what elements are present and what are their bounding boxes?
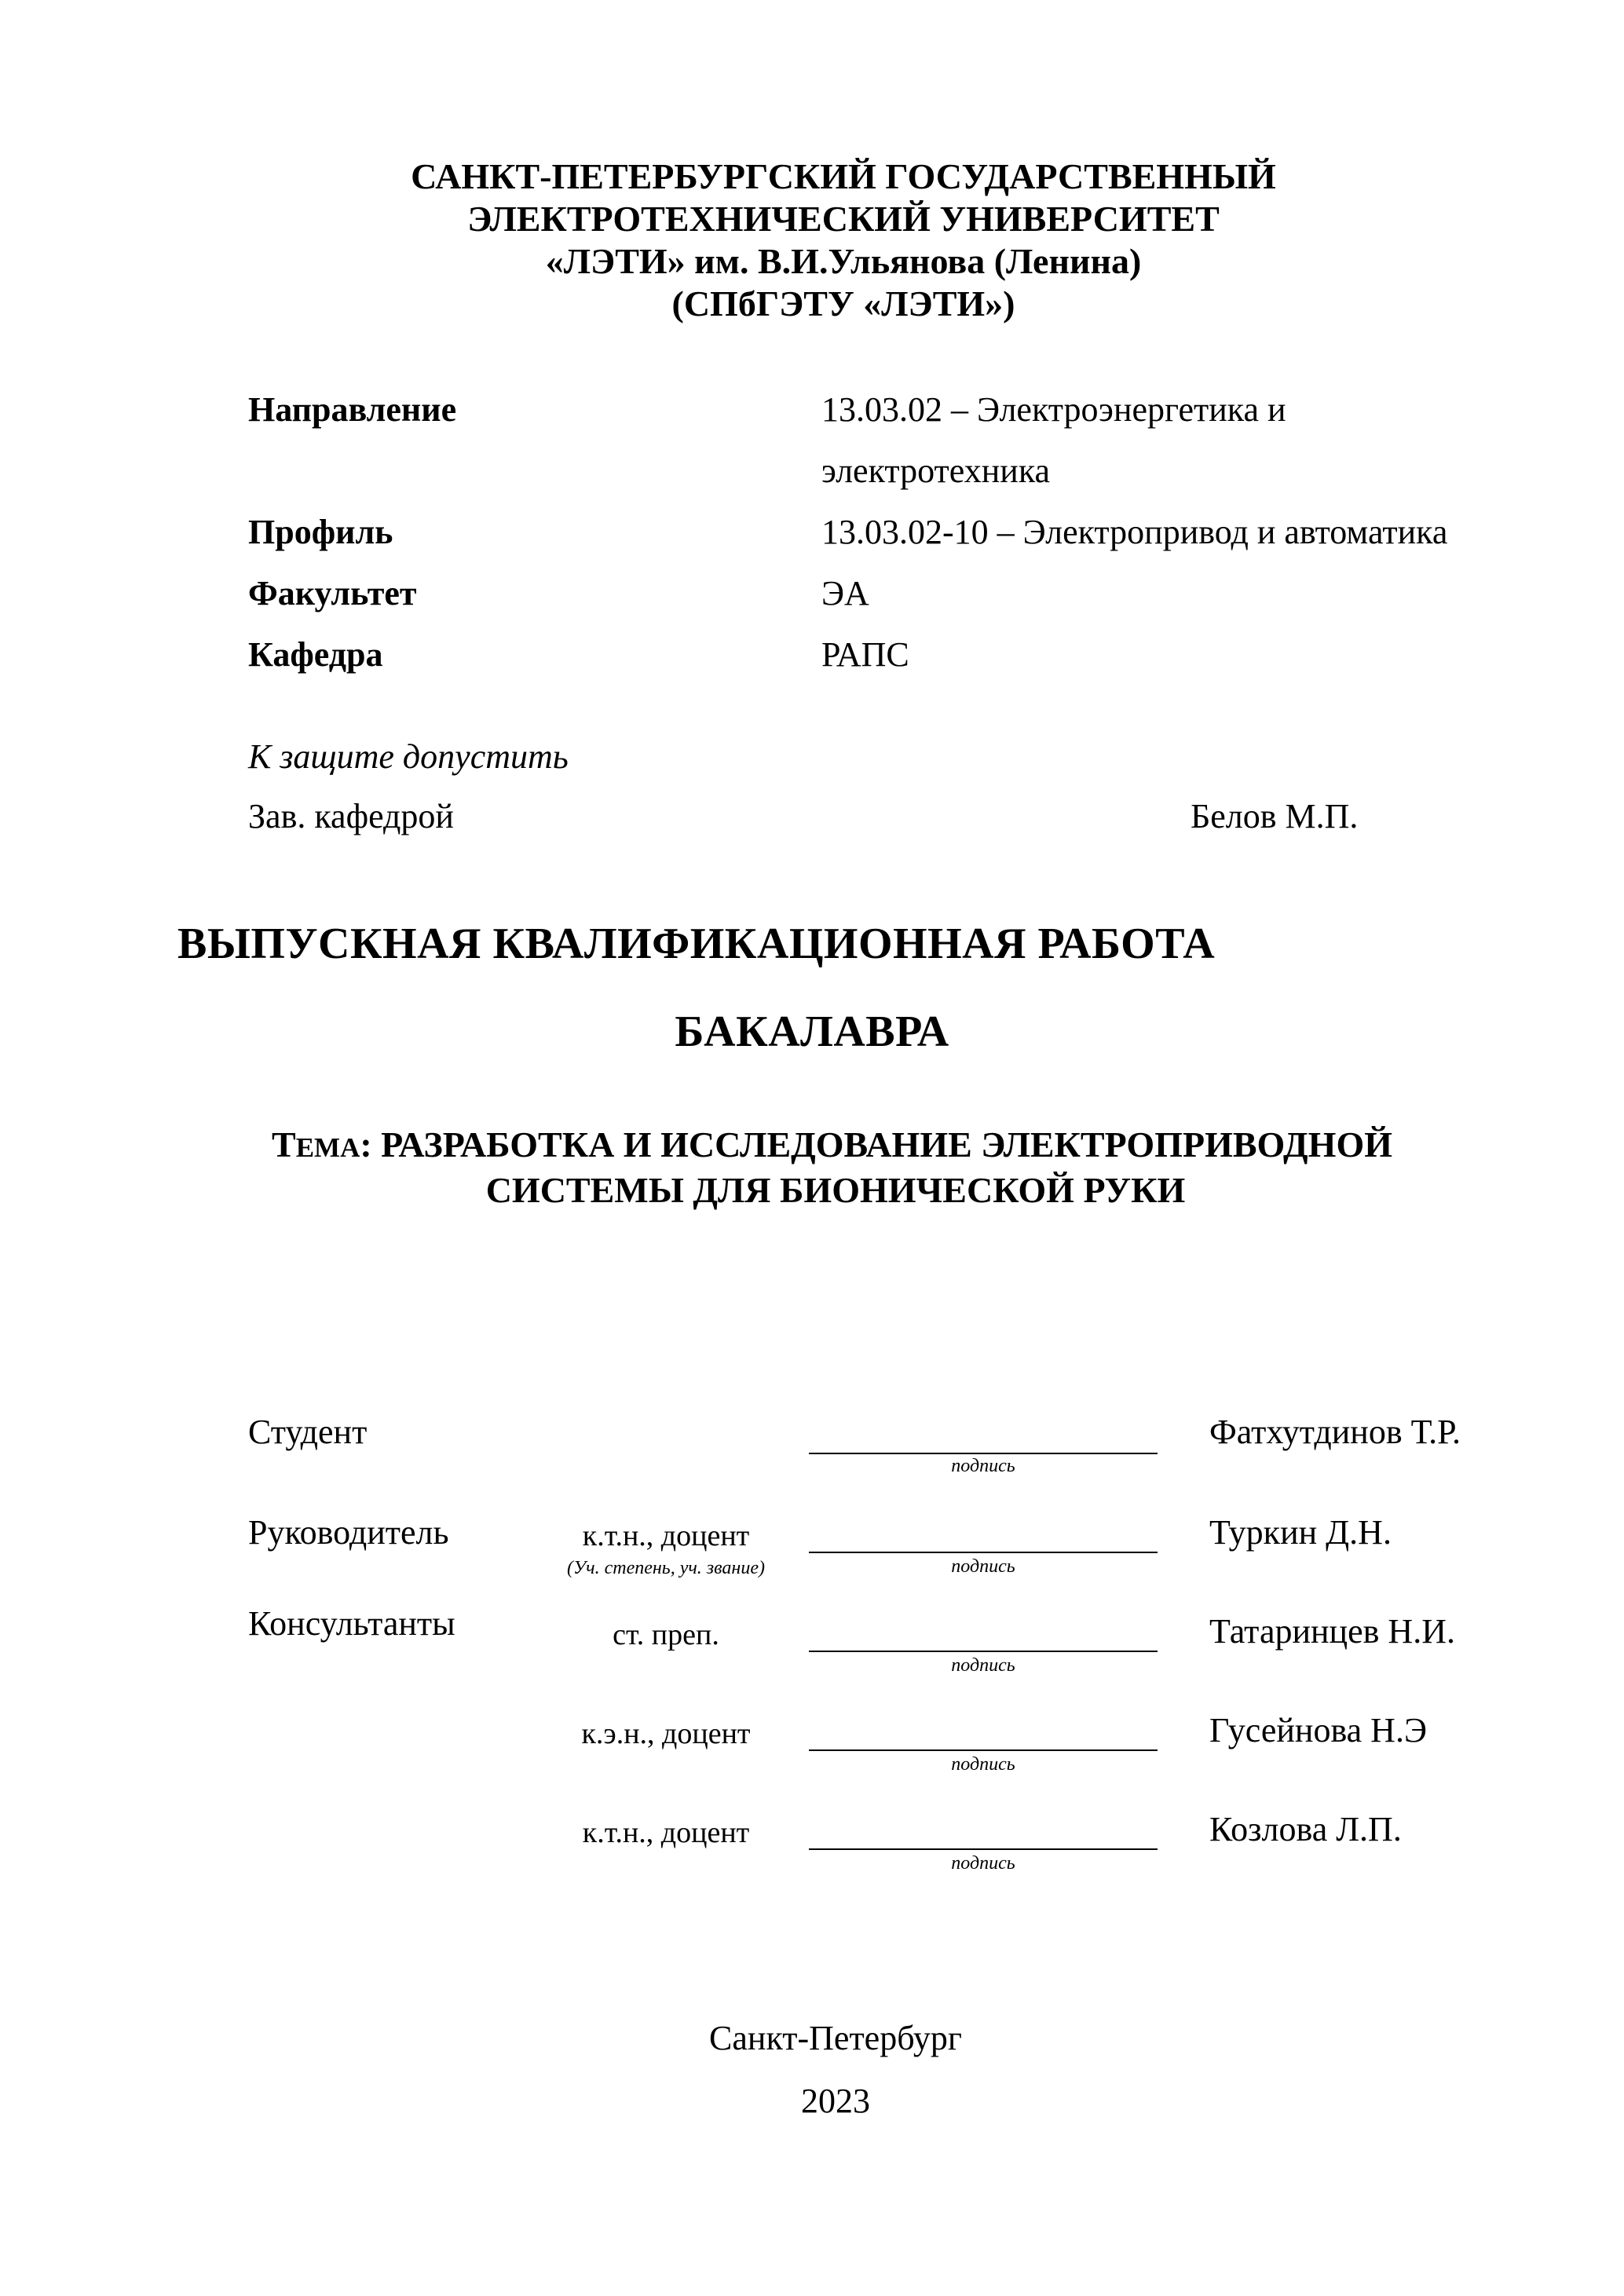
supervisor-signature-hint: подпись <box>951 1556 1015 1577</box>
university-line-2: ЭЛЕКТРОТЕХНИЧЕСКИЙ УНИВЕРСИТЕТ <box>467 199 1220 239</box>
student-signature-line <box>809 1451 1158 1454</box>
direction-value-2: электротехника <box>821 452 1051 490</box>
department-value: РАПС <box>821 635 909 674</box>
consultant-2-degree: к.э.н., доцент <box>581 1717 751 1750</box>
consultant-2-name: Гусейнова Н.Э <box>1209 1711 1427 1749</box>
university-line-4: (СПбГЭТУ «ЛЭТИ») <box>671 283 1015 324</box>
work-title-line-2: БАКАЛАВРА <box>675 1007 949 1056</box>
university-line-1: САНКТ-ПЕТЕРБУРГСКИЙ ГОСУДАРСТВЕННЫЙ <box>411 156 1276 196</box>
supervisor-name: Туркин Д.Н. <box>1209 1513 1392 1552</box>
direction-value-1: 13.03.02 – Электроэнергетика и <box>821 390 1286 429</box>
supervisor-role: Руководитель <box>248 1513 449 1552</box>
consultant-3-degree: к.т.н., доцент <box>582 1816 750 1849</box>
student-name: Фатхутдинов Т.Р. <box>1209 1413 1461 1451</box>
consultant-1-degree: ст. преп. <box>613 1618 719 1651</box>
head-of-department-name: Белов М.П. <box>1191 797 1359 835</box>
student-role: Студент <box>248 1413 368 1451</box>
admit-text: К защите допустить <box>248 737 569 776</box>
university-line-3: «ЛЭТИ» им. В.И.Ульянова (Ленина) <box>545 241 1142 281</box>
topic-text-1: РАЗРАБОТКА И ИССЛЕДОВАНИЕ ЭЛЕКТРОПРИВОДНОЙ <box>381 1124 1393 1164</box>
consultant-2-signature-hint: подпись <box>951 1754 1015 1775</box>
consultant-1-signature-hint: подпись <box>951 1655 1015 1676</box>
profile-value: 13.03.02-10 – Электропривод и автоматика <box>821 513 1448 551</box>
student-signature-hint: подпись <box>951 1456 1015 1476</box>
degree-hint: (Уч. степень, уч. звание) <box>567 1558 765 1578</box>
topic-line-1 <box>272 1123 1560 1170</box>
consultant-3-signature-line <box>809 1847 1158 1850</box>
consultants-role: Консультанты <box>248 1604 455 1643</box>
consultant-1-signature-line <box>809 1649 1158 1652</box>
faculty-value: ЭА <box>821 574 869 612</box>
profile-label: Профиль <box>248 513 393 551</box>
university-header <box>63 155 1624 325</box>
consultant-3-name: Козлова Л.П. <box>1209 1810 1402 1848</box>
consultant-3-signature-hint: подпись <box>951 1853 1015 1874</box>
department-label: Кафедра <box>248 635 383 674</box>
faculty-label: Факультет <box>248 574 417 612</box>
head-of-department-label: Зав. кафедрой <box>248 797 454 835</box>
direction-label: Направление <box>248 390 457 429</box>
supervisor-degree: к.т.н., доцент <box>582 1519 750 1552</box>
consultant-1-name: Татаринцев Н.И. <box>1209 1612 1455 1651</box>
consultant-2-signature-line <box>809 1748 1158 1751</box>
footer-year: 2023 <box>801 2082 870 2120</box>
topic-prefix: ТЕМА: <box>272 1124 372 1164</box>
supervisor-signature-line <box>809 1550 1158 1553</box>
work-title-line-1: ВЫПУСКНАЯ КВАЛИФИКАЦИОННАЯ РАБОТА <box>177 919 1216 968</box>
topic-line-2: СИСТЕМЫ ДЛЯ БИОНИЧЕСКОЙ РУКИ <box>485 1170 1186 1210</box>
footer-city: Санкт-Петербург <box>709 2019 962 2057</box>
